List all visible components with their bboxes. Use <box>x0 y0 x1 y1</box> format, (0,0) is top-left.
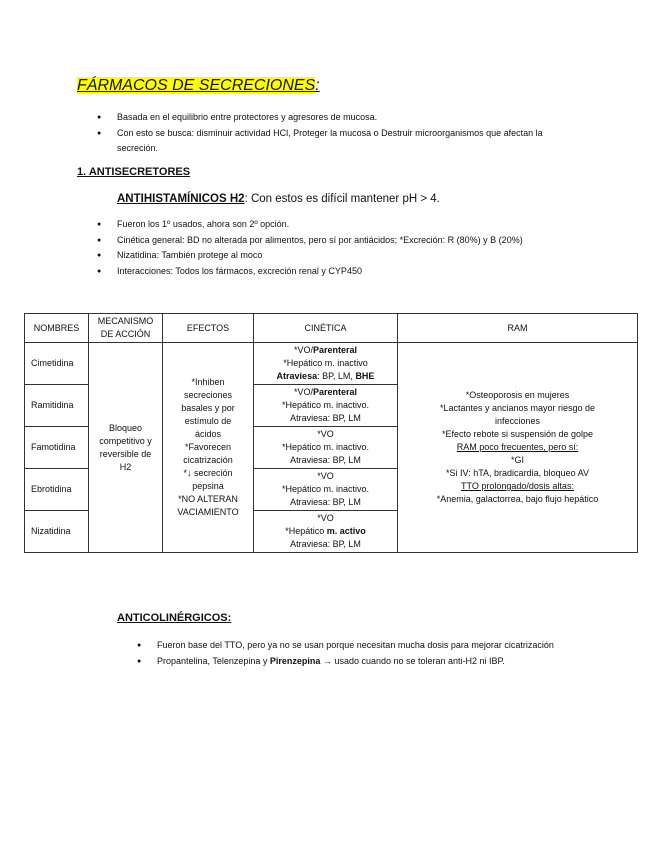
list-item: ● Fueron base del TTO, pero ya no se usan porque necesitan mucha dosis para mejorar cicatrización <box>137 638 567 654</box>
ram-line: *Si IV: hTA, bradicardia, bloqueo AV <box>446 468 589 478</box>
header-nombres: NOMBRES <box>25 314 89 343</box>
header-cinetica: CINÉTICA <box>254 314 398 343</box>
kinetics-bold: Parenteral <box>312 345 358 355</box>
effects-line: secreciones <box>183 390 233 400</box>
kinetics-line: *VO <box>317 429 334 439</box>
kinetics-line: *Hepático m. inactivo. <box>281 442 370 452</box>
mechanism-line: H2 <box>119 461 132 472</box>
effects-line: *Favorecen <box>184 442 232 452</box>
drug-name: Ebrotidina <box>25 469 89 511</box>
mechanism-line: reversible de <box>99 448 152 459</box>
kinetics-cell <box>254 427 398 469</box>
kinetics-text: *Hepático <box>285 526 327 536</box>
ram-cell <box>398 343 638 553</box>
effects-line: ácidos <box>194 429 221 439</box>
kinetics-line <box>256 525 395 538</box>
kinetics-line: *VO <box>317 513 334 523</box>
ram-line: TTO prolongado/dosis altas: <box>461 481 574 491</box>
anticholinergic-list <box>137 638 567 669</box>
effects-line: estímulo de <box>184 416 232 426</box>
effects-line: *NO ALTERAN <box>178 494 238 504</box>
subheading-h2 <box>117 193 440 205</box>
arrow-icon: → <box>320 655 335 666</box>
list-item: ● Nizatidina: También protege al moco <box>97 248 597 264</box>
table-row <box>25 343 638 385</box>
section-heading-antisecretores: 1. ANTISECRETORES <box>77 166 191 178</box>
ram-line: *Efecto rebote si suspensión de golpe <box>441 429 594 439</box>
kinetics-bold: Atraviesa <box>276 371 318 381</box>
effects-line: cicatrización <box>183 455 233 465</box>
kinetics-line: *Hepático m. inactivo. <box>281 484 370 494</box>
list-item: ● Fueron los 1º usados, ahora son 2º opción. <box>97 217 597 233</box>
header-mecanismo: MECANISMO DE ACCIÓN <box>89 314 163 343</box>
ram-line: *Osteoporosis en mujeres <box>465 390 570 400</box>
kinetics-line: Atraviesa: BP, LM <box>290 455 361 465</box>
table-header-row <box>25 314 638 343</box>
kinetics-line <box>256 386 395 399</box>
kinetics-bold: m. activo <box>326 526 366 536</box>
kinetics-cell <box>254 511 398 553</box>
drug-name: Ramitidina <box>25 385 89 427</box>
ram-line: *Lactantes y ancianos mayor riesgo de <box>439 403 596 413</box>
title-colon: : <box>315 77 320 94</box>
mechanism-line: Bloqueo <box>108 422 143 433</box>
list-item: ● Basada en el equilibrio entre protectores y agresores de mucosa. <box>97 110 567 126</box>
kinetics-line <box>256 370 395 383</box>
intro-list <box>97 110 567 157</box>
kinetics-line: *Hepático m. inactivo <box>283 358 368 368</box>
kinetics-bold: BHE <box>355 371 375 381</box>
h2-list <box>97 217 597 279</box>
kinetics-bold: Parenteral <box>312 387 358 397</box>
list-bold: Pirenzepina <box>269 655 321 666</box>
kinetics-line: Atraviesa: BP, LM <box>290 497 361 507</box>
drug-name: Nizatidina <box>25 511 89 553</box>
h2-label: ANTIHISTAMÍNICOS H2 <box>117 193 245 205</box>
effects-line: *↓ secreción <box>183 468 233 478</box>
list-item: ● Interacciones: Todos los fármacos, excreción renal y CYP450 <box>97 264 597 280</box>
page-title <box>77 77 320 95</box>
list-text: Propantelina, Telenzepina y <box>157 655 270 666</box>
header-ram: RAM <box>398 314 638 343</box>
kinetics-line: Atraviesa: BP, LM <box>290 539 361 549</box>
effects-line: *Inhiben <box>191 377 225 387</box>
kinetics-cell <box>254 343 398 385</box>
list-item <box>137 654 567 670</box>
list-item: ● Cinética general: BD no alterada por alimentos, pero sí por antiácidos; *Excreción: R (80%) y B (20%) <box>97 233 597 249</box>
effects-line: basales y por <box>181 403 235 413</box>
header-efectos: EFECTOS <box>163 314 254 343</box>
kinetics-line <box>256 344 395 357</box>
kinetics-text: : BP, LM, <box>317 371 356 381</box>
kinetics-line: *VO <box>317 471 334 481</box>
title-text: FÁRMACOS DE SECRECIONES <box>77 77 316 94</box>
kinetics-line: Atraviesa: BP, LM <box>290 413 361 423</box>
list-item: ● Con esto se busca: disminuir actividad HCl, Proteger la mucosa o Destruir microorganismos que afectan la secreción. <box>97 126 567 157</box>
section-heading-anticolinergicos: ANTICOLINÉRGICOS: <box>117 612 232 624</box>
kinetics-text: *VO/ <box>293 345 313 355</box>
kinetics-line: *Hepático m. inactivo. <box>281 400 370 410</box>
kinetics-text: *VO/ <box>293 387 313 397</box>
ram-line: *GI <box>510 455 524 465</box>
h2-antagonists-table <box>24 313 638 553</box>
drug-name: Cimetidina <box>25 343 89 385</box>
ram-line: infecciones <box>494 416 541 426</box>
kinetics-cell <box>254 385 398 427</box>
ram-line: *Anemia, galactorrea, bajo flujo hepático <box>436 494 599 504</box>
drug-name: Famotidina <box>25 427 89 469</box>
ram-line: RAM poco frecuentes, pero sí: <box>456 442 579 452</box>
kinetics-cell <box>254 469 398 511</box>
effects-line: pepsina <box>192 481 224 491</box>
mechanism-line: competitivo y <box>99 435 152 446</box>
effects-line: VACIAMIENTO <box>177 507 239 517</box>
effects-cell <box>163 343 254 553</box>
h2-description: : Con estos es difícil mantener pH > 4. <box>244 193 440 205</box>
list-text: usado cuando no se toleran anti-H2 ni IBP. <box>334 655 505 666</box>
mechanism-cell <box>89 343 163 553</box>
